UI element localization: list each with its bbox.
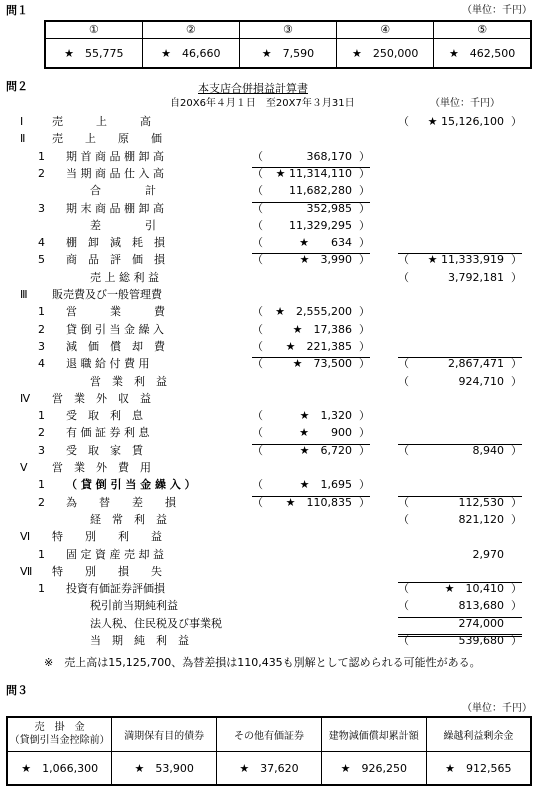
amount-value: ★ 1,695 (299, 478, 352, 492)
q1-header: ② (142, 21, 239, 38)
q3-header: 繰越利益剰余金 (426, 717, 531, 751)
amount-value: 539,680 (458, 634, 504, 647)
open-paren: （ (252, 166, 263, 180)
close-paren: ） (511, 115, 522, 128)
open-paren: （ (252, 495, 263, 509)
line-label: 当 期 純 利 益 (90, 634, 189, 647)
line-number: 1 (38, 478, 45, 492)
amount-value: ★ 15,126,100 (427, 115, 504, 128)
outer-amount (398, 582, 522, 596)
open-paren: （ (252, 478, 263, 492)
q3-header: その他有価証券 (217, 717, 322, 751)
outer-amount (398, 616, 522, 630)
q3-header: 建物減価償却累計額 (321, 717, 426, 751)
q3-header: 売 掛 金 （貸倒引当金控除前） (7, 717, 112, 751)
line-number: Ⅲ (20, 288, 28, 301)
line-label: 売 上 原 価 (52, 132, 162, 146)
close-paren: ） (511, 253, 522, 267)
open-paren: （ (252, 443, 263, 457)
q3-answer-table (6, 716, 532, 786)
close-paren: ） (359, 305, 370, 319)
line-number: 1 (38, 149, 45, 163)
outer-amount (398, 253, 522, 267)
line-number: 2 (38, 426, 45, 440)
close-paren: ） (359, 357, 370, 371)
inner-amount (252, 357, 370, 371)
amount-value: ★ 73,500 (292, 357, 352, 371)
line-label: 売 上 総 利 益 (90, 270, 159, 284)
close-paren: ） (511, 512, 522, 526)
q2-title: 本支店合併損益計算書 (198, 82, 308, 95)
q3-value: ★ 1,066,300 (7, 751, 112, 785)
amount-value: ★ 110,835 (285, 495, 352, 509)
amount-value: ★ 634 (299, 236, 352, 250)
open-paren: （ (252, 322, 263, 336)
q2-note: ※ 売上高は15,125,700、為替差損は110,435も別解として認められる可能性がある。 (44, 656, 481, 669)
inner-amount (252, 495, 370, 509)
line-label: 合 計 (90, 184, 156, 198)
close-paren: ） (511, 599, 522, 613)
line-number: 1 (38, 409, 45, 423)
q1-value: ★ 250,000 (337, 38, 434, 68)
amount-value: ★ 10,410 (444, 582, 504, 596)
open-paren: （ (398, 582, 409, 596)
inner-amount (252, 253, 370, 267)
open-paren: （ (252, 409, 263, 423)
open-paren: （ (252, 149, 263, 163)
open-paren: （ (252, 426, 263, 440)
line-label: 受 取 利 息 (66, 409, 143, 423)
line-label: 法人税、住民税及び事業税 (90, 616, 222, 630)
line-label: 固 定 資 産 売 却 益 (66, 547, 164, 561)
line-label: 当 期 商 品 仕 入 高 (66, 166, 164, 180)
line-label: 経 常 利 益 (90, 512, 167, 526)
close-paren: ） (359, 322, 370, 336)
line-label: 販売費及び一般管理費 (52, 288, 162, 301)
line-label: 投資有価証券評価損 (66, 582, 165, 596)
line-label: 受 取 家 賃 (66, 443, 143, 457)
amount-value: 274,000 (458, 616, 504, 630)
line-number: Ⅱ (20, 132, 26, 146)
line-label: 特 別 損 失 (52, 564, 162, 578)
open-paren: （ (252, 305, 263, 319)
q3-value: ★ 926,250 (321, 751, 426, 785)
line-label: 特 別 利 益 (52, 530, 162, 544)
line-label: 営 業 費 (66, 305, 165, 319)
close-paren: ） (359, 236, 370, 250)
close-paren: ） (359, 184, 370, 198)
q3-unit: （単位：千円） (462, 703, 532, 714)
open-paren: （ (398, 512, 409, 526)
q1-header: ⑤ (434, 21, 531, 38)
amount-value: 11,329,295 (289, 218, 352, 232)
close-paren: ） (511, 443, 522, 457)
close-paren: ） (359, 166, 370, 180)
amount-value: 2,970 (472, 547, 504, 561)
amount-value: ★ 11,333,919 (427, 253, 504, 267)
close-paren: ） (359, 149, 370, 163)
open-paren: （ (252, 218, 263, 232)
line-label: 減 価 償 却 費 (66, 339, 165, 353)
amount-value: 352,985 (306, 201, 352, 215)
amount-value: ★ 3,990 (299, 253, 352, 267)
q2-unit: （単位：千円） (430, 98, 500, 109)
line-number: Ⅰ (20, 115, 24, 128)
line-label: 差 引 (90, 218, 156, 232)
amount-value: ★ 2,555,200 (275, 305, 352, 319)
q1-value: ★ 55,775 (45, 38, 142, 68)
line-label: 営 業 外 収 益 (52, 391, 151, 405)
q3-value: ★ 912,565 (426, 751, 531, 785)
line-number: 4 (38, 236, 45, 250)
q3-value: ★ 53,900 (112, 751, 217, 785)
q3-value: ★ 37,620 (217, 751, 322, 785)
outer-amount (398, 634, 522, 647)
q1-header: ① (45, 21, 142, 38)
q1-value: ★ 7,590 (239, 38, 336, 68)
close-paren: ） (511, 270, 522, 284)
q2-label: 問２ (6, 80, 28, 93)
amount-value: 924,710 (458, 374, 504, 388)
open-paren: （ (252, 357, 263, 371)
amount-value: ★ 900 (299, 426, 352, 440)
inner-amount (252, 166, 370, 180)
open-paren: （ (398, 357, 409, 371)
line-number: 3 (38, 339, 45, 353)
line-number: 1 (38, 305, 45, 319)
line-number: 3 (38, 201, 45, 215)
open-paren: （ (398, 599, 409, 613)
q1-label: 問１ (6, 4, 28, 17)
close-paren: ） (359, 409, 370, 423)
close-paren: ） (359, 426, 370, 440)
q1-answer-table (44, 20, 532, 69)
open-paren: （ (398, 253, 409, 267)
open-paren: （ (398, 495, 409, 509)
close-paren: ） (511, 357, 522, 371)
close-paren: ） (511, 495, 522, 509)
line-number: 5 (38, 253, 45, 267)
line-number: 2 (38, 166, 45, 180)
line-label: 商 品 評 価 損 (66, 253, 165, 267)
line-number: 4 (38, 357, 45, 371)
line-number: 2 (38, 322, 45, 336)
close-paren: ） (359, 201, 370, 215)
amount-value: ★ 1,320 (299, 409, 352, 423)
line-number: Ⅴ (20, 461, 28, 474)
amount-value: ★ 17,386 (292, 322, 352, 336)
line-number: 2 (38, 495, 45, 509)
amount-value: ★ 11,314,110 (275, 166, 352, 180)
open-paren: （ (252, 339, 263, 353)
line-number: Ⅳ (20, 391, 31, 405)
amount-value: 112,530 (458, 495, 504, 509)
close-paren: ） (359, 218, 370, 232)
line-label: （ 貸 倒 引 当 金 繰 入 ） (66, 478, 196, 492)
close-paren: ） (511, 582, 522, 596)
outer-amount (398, 443, 522, 457)
open-paren: （ (252, 201, 263, 215)
close-paren: ） (511, 634, 522, 647)
close-paren: ） (359, 443, 370, 457)
open-paren: （ (398, 374, 409, 388)
line-label: 税引前当期純利益 (90, 599, 178, 613)
line-label: 営 業 利 益 (90, 374, 167, 388)
line-label: 期 首 商 品 棚 卸 高 (66, 149, 164, 163)
amount-value: 2,867,471 (448, 357, 504, 371)
amount-value: ★ 221,385 (285, 339, 352, 353)
open-paren: （ (252, 236, 263, 250)
amount-value: 821,120 (458, 512, 504, 526)
q1-header: ④ (337, 21, 434, 38)
line-label: 棚 卸 減 耗 損 (66, 236, 165, 250)
line-number: 1 (38, 547, 45, 561)
line-label: 売 上 高 (52, 115, 151, 128)
amount-value: 368,170 (306, 149, 352, 163)
q3-label: 問３ (6, 684, 28, 697)
inner-amount (252, 443, 370, 457)
line-label: 有 価 証 券 利 息 (66, 426, 150, 440)
q1-value: ★ 46,660 (142, 38, 239, 68)
open-paren: （ (252, 184, 263, 198)
q3-header: 満期保有目的債券 (112, 717, 217, 751)
line-label: 退 職 給 付 費 用 (66, 357, 150, 371)
close-paren: ） (359, 253, 370, 267)
line-label: 貸 倒 引 当 金 繰 入 (66, 322, 164, 336)
line-number: 3 (38, 443, 45, 457)
amount-value: ★ 6,720 (299, 443, 352, 457)
open-paren: （ (398, 443, 409, 457)
line-number: 1 (38, 582, 45, 596)
open-paren: （ (252, 253, 263, 267)
open-paren: （ (398, 270, 409, 284)
line-label: 為 替 差 損 (66, 495, 176, 509)
outer-amount (398, 495, 522, 509)
inner-amount (252, 201, 370, 215)
q1-unit: （単位：千円） (462, 5, 532, 16)
amount-value: 8,940 (472, 443, 504, 457)
amount-value: 11,682,280 (289, 184, 352, 198)
outer-amount (398, 357, 522, 371)
line-label: 営 業 外 費 用 (52, 461, 151, 474)
line-number: Ⅵ (20, 530, 31, 544)
q1-header: ③ (239, 21, 336, 38)
amount-value: 3,792,181 (448, 270, 504, 284)
close-paren: ） (359, 339, 370, 353)
amount-value: 813,680 (458, 599, 504, 613)
open-paren: （ (398, 115, 409, 128)
q1-value: ★ 462,500 (434, 38, 531, 68)
line-number: Ⅶ (20, 564, 33, 578)
q2-period: 自20X6年４月１日 至20X7年３月31日 (170, 98, 355, 109)
close-paren: ） (359, 478, 370, 492)
close-paren: ） (359, 495, 370, 509)
open-paren: （ (398, 634, 409, 647)
close-paren: ） (511, 374, 522, 388)
line-label: 期 末 商 品 棚 卸 高 (66, 201, 164, 215)
